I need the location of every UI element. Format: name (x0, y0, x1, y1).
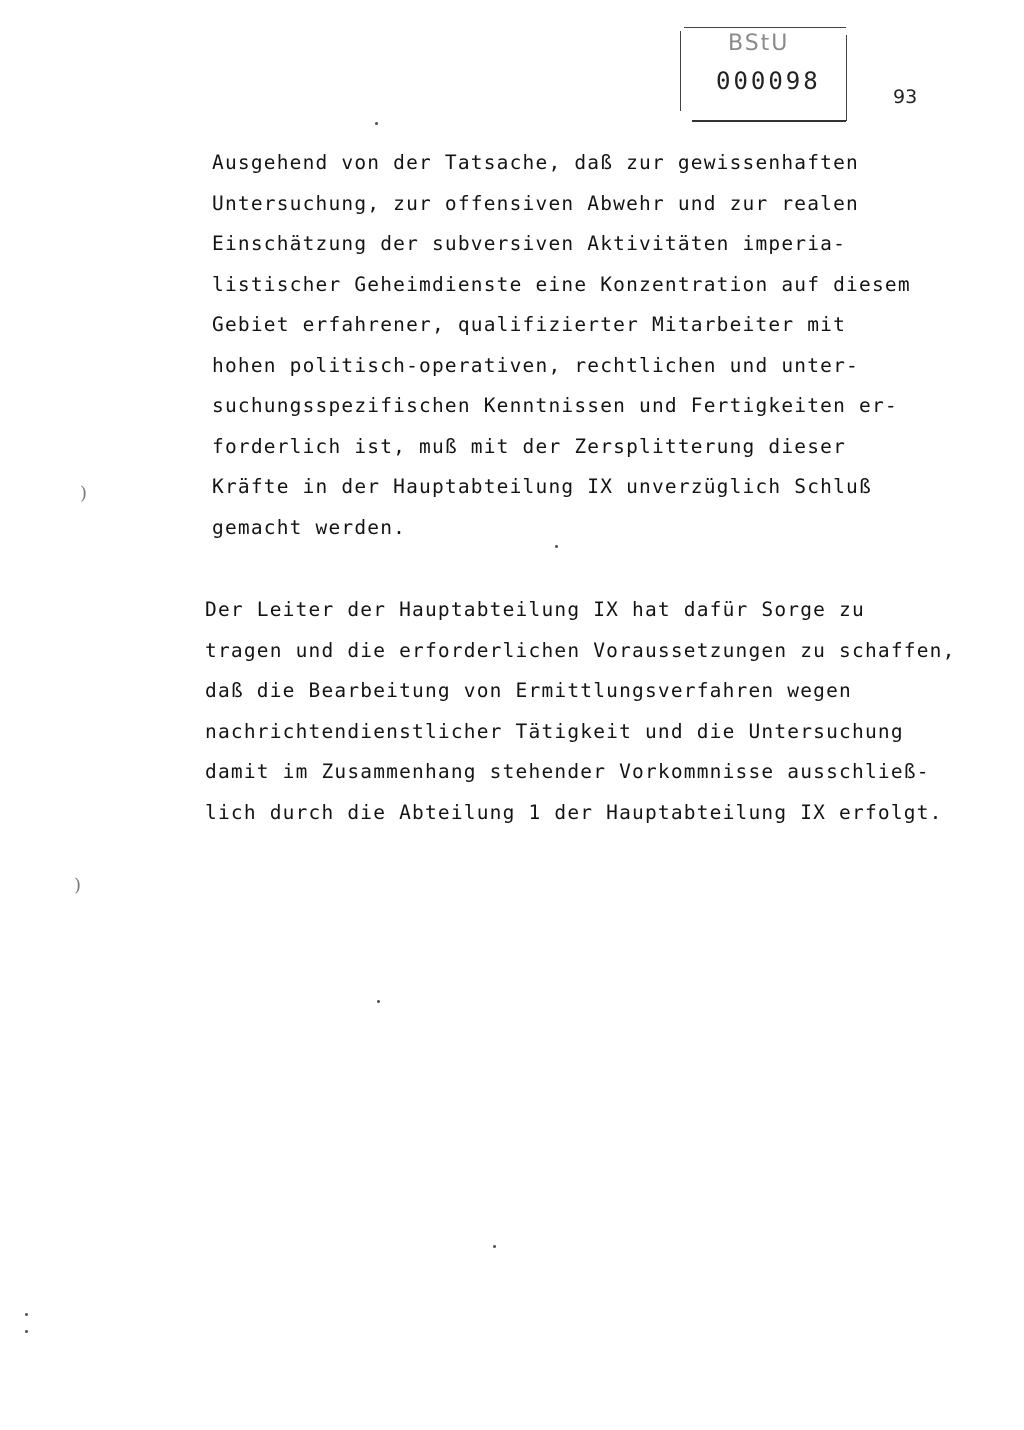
paragraph-2 (205, 590, 956, 833)
stamp-border-right (846, 35, 847, 121)
scan-speck (377, 1000, 380, 1003)
paragraph-1 (212, 143, 911, 548)
text-line: daß die Bearbeitung von Ermittlungsverfahren wegen (205, 679, 852, 702)
scan-speck (375, 122, 378, 125)
stamp-number: 000098 (716, 67, 821, 95)
scan-speck (555, 545, 558, 548)
scan-speck (25, 1313, 28, 1316)
stamp-border-top (684, 27, 846, 28)
text-line: Ausgehend von der Tatsache, daß zur gewissenhaften (212, 151, 859, 174)
text-line: Kräfte in der Hauptabteilung IX unverzüglich Schluß (212, 475, 872, 498)
text-line: listischer Geheimdienste eine Konzentration auf diesem (212, 272, 911, 296)
archive-stamp (680, 27, 846, 121)
text-line: tragen und die erforderlichen Voraussetzungen zu schaffen, (205, 638, 956, 662)
text-line: hohen politisch-operativen, rechtlichen und unter- (212, 353, 859, 377)
scan-mark: ) (74, 875, 82, 896)
text-line: nachrichtendienstlicher Tätigkeit und die Untersuchung (205, 719, 904, 743)
stamp-border-left (680, 31, 681, 111)
text-line: Einschätzung der subversiven Aktivitäten imperia- (212, 232, 847, 255)
text-line: gemacht werden. (212, 515, 407, 539)
stamp-border-bottom (692, 120, 846, 122)
text-line: lich durch die Abteilung 1 der Hauptabteilung IX erfolgt. (205, 800, 943, 824)
scan-mark: ) (80, 483, 88, 504)
text-line: Gebiet erfahrener, qualifizierter Mitarbeiter mit (212, 313, 847, 336)
scan-speck (493, 1245, 496, 1248)
stamp-agency: BStU (728, 31, 790, 56)
text-line: forderlich ist, muß mit der Zersplitterung dieser (212, 434, 847, 458)
text-line: damit im Zusammenhang stehender Vorkommnisse ausschließ- (205, 760, 930, 783)
text-line: suchungsspezifischen Kenntnissen und Fertigkeiten er- (212, 394, 898, 417)
text-line: Untersuchung, zur offensiven Abwehr und zur realen (212, 191, 859, 215)
text-line: Der Leiter der Hauptabteilung IX hat dafür Sorge zu (205, 598, 865, 621)
scan-speck (25, 1330, 28, 1333)
page-number: 93 (893, 86, 918, 108)
